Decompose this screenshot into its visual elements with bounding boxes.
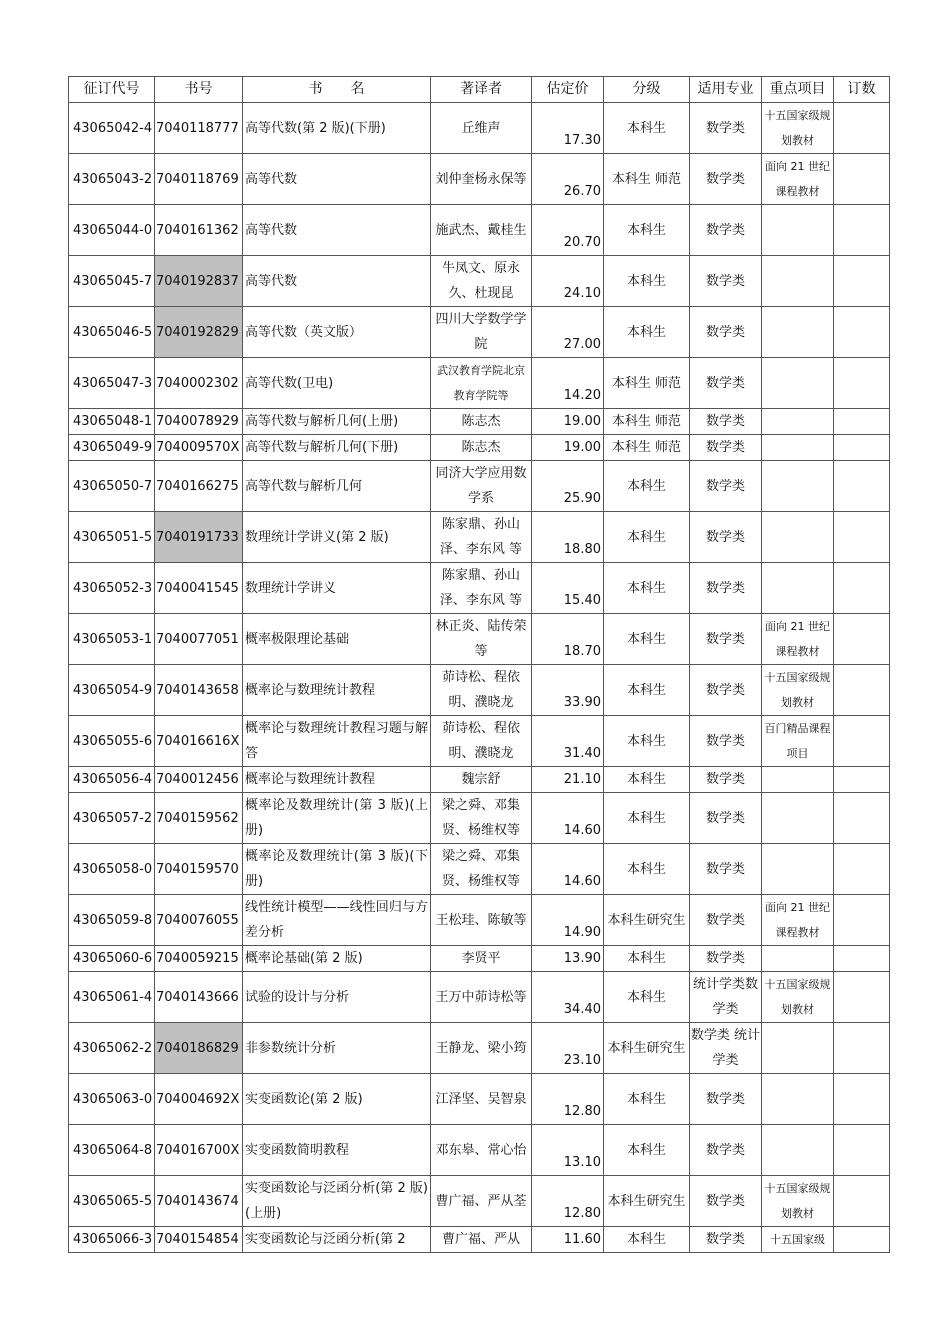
cell-level: 本科生 师范 xyxy=(604,435,690,461)
cell-isbn: 7040059215 xyxy=(155,946,243,972)
table-body xyxy=(69,103,890,1253)
cell-project xyxy=(762,793,834,844)
cell-title: 概率论及数理统计(第 3 版)(上册) xyxy=(243,793,431,844)
cell-project: 面向 21 世纪课程教材 xyxy=(762,154,834,205)
cell-project xyxy=(762,1023,834,1074)
cell-author: 陈家鼎、孙山泽、李东风 等 xyxy=(431,512,532,563)
cell-quantity[interactable] xyxy=(834,435,890,461)
table-row xyxy=(69,205,890,256)
cell-title: 高等代数 xyxy=(243,154,431,205)
cell-level: 本科生 xyxy=(604,767,690,793)
cell-price: 23.10 xyxy=(532,1023,604,1074)
cell-author: 四川大学数学学院 xyxy=(431,307,532,358)
cell-quantity[interactable] xyxy=(834,844,890,895)
cell-author: 陈志杰 xyxy=(431,435,532,461)
cell-project xyxy=(762,512,834,563)
cell-isbn: 704004692X xyxy=(155,1074,243,1125)
cell-title: 高等代数 xyxy=(243,256,431,307)
cell-price: 11.60 xyxy=(532,1227,604,1253)
cell-title: 高等代数(卫电) xyxy=(243,358,431,409)
cell-major: 数学类 xyxy=(690,716,762,767)
cell-title: 概率论与数理统计教程 xyxy=(243,665,431,716)
cell-isbn: 7040118769 xyxy=(155,154,243,205)
table-row xyxy=(69,1023,890,1074)
cell-level: 本科生 xyxy=(604,461,690,512)
cell-quantity[interactable] xyxy=(834,895,890,946)
cell-project: 百门精品课程项目 xyxy=(762,716,834,767)
cell-price: 18.80 xyxy=(532,512,604,563)
cell-author: 陈家鼎、孙山泽、李东风 等 xyxy=(431,563,532,614)
cell-title: 概率论基础(第 2 版) xyxy=(243,946,431,972)
cell-price: 13.10 xyxy=(532,1125,604,1176)
cell-project xyxy=(762,946,834,972)
cell-level: 本科生 xyxy=(604,205,690,256)
cell-quantity[interactable] xyxy=(834,103,890,154)
table-row xyxy=(69,972,890,1023)
cell-level: 本科生 xyxy=(604,665,690,716)
cell-level: 本科生 xyxy=(604,793,690,844)
cell-major: 数学类 xyxy=(690,614,762,665)
cell-title: 高等代数与解析几何(上册) xyxy=(243,409,431,435)
cell-author: 茆诗松、程依明、濮晓龙 xyxy=(431,716,532,767)
table-row xyxy=(69,1074,890,1125)
cell-level: 本科生 xyxy=(604,1227,690,1253)
cell-level: 本科生 师范 xyxy=(604,409,690,435)
cell-level: 本科生 xyxy=(604,614,690,665)
cell-author: 梁之舜、邓集贤、杨维权等 xyxy=(431,793,532,844)
cell-title: 高等代数与解析几何 xyxy=(243,461,431,512)
cell-title: 实变函数简明教程 xyxy=(243,1125,431,1176)
cell-level: 本科生 xyxy=(604,844,690,895)
cell-quantity[interactable] xyxy=(834,154,890,205)
cell-title: 实变函数论(第 2 版) xyxy=(243,1074,431,1125)
cell-quantity[interactable] xyxy=(834,307,890,358)
header-order-code: 征订代号 xyxy=(69,77,155,103)
cell-author: 梁之舜、邓集贤、杨维权等 xyxy=(431,844,532,895)
cell-order-code: 43065058-0 xyxy=(69,844,155,895)
cell-order-code: 43065059-8 xyxy=(69,895,155,946)
cell-isbn: 7040191733 xyxy=(155,512,243,563)
table-row xyxy=(69,358,890,409)
cell-isbn: 7040076055 xyxy=(155,895,243,946)
cell-major: 数学类 xyxy=(690,461,762,512)
cell-order-code: 43065057-2 xyxy=(69,793,155,844)
cell-quantity[interactable] xyxy=(834,1074,890,1125)
cell-price: 33.90 xyxy=(532,665,604,716)
cell-title: 试验的设计与分析 xyxy=(243,972,431,1023)
cell-price: 14.90 xyxy=(532,895,604,946)
cell-project: 十五国家级规划教材 xyxy=(762,103,834,154)
cell-author: 王松珪、陈敏等 xyxy=(431,895,532,946)
cell-isbn: 7040118777 xyxy=(155,103,243,154)
table-row xyxy=(69,1125,890,1176)
cell-title: 数理统计学讲义 xyxy=(243,563,431,614)
cell-author: 丘维声 xyxy=(431,103,532,154)
table-row xyxy=(69,103,890,154)
cell-author: 江泽坚、吴智泉 xyxy=(431,1074,532,1125)
table-row xyxy=(69,946,890,972)
header-project: 重点项目 xyxy=(762,77,834,103)
cell-author: 曹广福、严从 xyxy=(431,1227,532,1253)
cell-project xyxy=(762,1074,834,1125)
cell-price: 14.60 xyxy=(532,793,604,844)
cell-level: 本科生 xyxy=(604,563,690,614)
book-order-table xyxy=(68,76,890,1253)
table-row xyxy=(69,665,890,716)
cell-order-code: 43065066-3 xyxy=(69,1227,155,1253)
cell-title: 概率极限理论基础 xyxy=(243,614,431,665)
cell-price: 12.80 xyxy=(532,1176,604,1227)
cell-title: 高等代数（英文版） xyxy=(243,307,431,358)
cell-project: 面向 21 世纪课程教材 xyxy=(762,614,834,665)
header-quantity: 订数 xyxy=(834,77,890,103)
cell-price: 13.90 xyxy=(532,946,604,972)
cell-major: 数学类 统计学类 xyxy=(690,1023,762,1074)
cell-major: 数学类 xyxy=(690,1227,762,1253)
cell-level: 本科生 师范 xyxy=(604,154,690,205)
cell-order-code: 43065064-8 xyxy=(69,1125,155,1176)
table-row xyxy=(69,1227,890,1253)
cell-author: 曹广福、严从荃 xyxy=(431,1176,532,1227)
cell-isbn: 7040143658 xyxy=(155,665,243,716)
cell-order-code: 43065053-1 xyxy=(69,614,155,665)
cell-isbn: 7040143674 xyxy=(155,1176,243,1227)
cell-author: 牛凤文、原永久、杜现昆 xyxy=(431,256,532,307)
cell-major: 数学类 xyxy=(690,103,762,154)
cell-price: 26.70 xyxy=(532,154,604,205)
table-row xyxy=(69,1176,890,1227)
cell-major: 数学类 xyxy=(690,409,762,435)
cell-order-code: 43065049-9 xyxy=(69,435,155,461)
cell-author: 李贤平 xyxy=(431,946,532,972)
cell-major: 数学类 xyxy=(690,1125,762,1176)
cell-price: 19.00 xyxy=(532,435,604,461)
cell-title: 概率论与数理统计教程 xyxy=(243,767,431,793)
cell-order-code: 43065047-3 xyxy=(69,358,155,409)
cell-title: 实变函数论与泛函分析(第 2 xyxy=(243,1227,431,1253)
cell-author: 茆诗松、程依明、濮晓龙 xyxy=(431,665,532,716)
cell-project xyxy=(762,767,834,793)
cell-price: 34.40 xyxy=(532,972,604,1023)
cell-project xyxy=(762,435,834,461)
cell-major: 统计学类数学类 xyxy=(690,972,762,1023)
table-row xyxy=(69,461,890,512)
cell-order-code: 43065060-6 xyxy=(69,946,155,972)
cell-title: 高等代数 xyxy=(243,205,431,256)
cell-project xyxy=(762,307,834,358)
cell-isbn: 704016700X xyxy=(155,1125,243,1176)
cell-quantity[interactable] xyxy=(834,409,890,435)
cell-order-code: 43065065-5 xyxy=(69,1176,155,1227)
cell-level: 本科生 xyxy=(604,103,690,154)
cell-author: 陈志杰 xyxy=(431,409,532,435)
header-major: 适用专业 xyxy=(690,77,762,103)
cell-major: 数学类 xyxy=(690,844,762,895)
header-price: 估定价 xyxy=(532,77,604,103)
cell-major: 数学类 xyxy=(690,435,762,461)
cell-price: 17.30 xyxy=(532,103,604,154)
cell-isbn: 7040012456 xyxy=(155,767,243,793)
header-level: 分级 xyxy=(604,77,690,103)
cell-level: 本科生研究生 xyxy=(604,1023,690,1074)
cell-level: 本科生 xyxy=(604,256,690,307)
cell-major: 数学类 xyxy=(690,205,762,256)
table-row xyxy=(69,435,890,461)
table-row xyxy=(69,895,890,946)
cell-project: 面向 21 世纪课程教材 xyxy=(762,895,834,946)
cell-quantity[interactable] xyxy=(834,767,890,793)
cell-major: 数学类 xyxy=(690,895,762,946)
header-isbn: 书号 xyxy=(155,77,243,103)
cell-project xyxy=(762,358,834,409)
cell-price: 31.40 xyxy=(532,716,604,767)
cell-isbn: 704016616X xyxy=(155,716,243,767)
cell-project xyxy=(762,256,834,307)
header-title: 书 名 xyxy=(243,77,431,103)
cell-price: 24.10 xyxy=(532,256,604,307)
cell-isbn: 7040077051 xyxy=(155,614,243,665)
cell-level: 本科生研究生 xyxy=(604,895,690,946)
cell-quantity[interactable] xyxy=(834,461,890,512)
table-row xyxy=(69,154,890,205)
cell-order-code: 43065062-2 xyxy=(69,1023,155,1074)
cell-title: 数理统计学讲义(第 2 版) xyxy=(243,512,431,563)
cell-project xyxy=(762,563,834,614)
cell-author: 同济大学应用数学系 xyxy=(431,461,532,512)
cell-order-code: 43065051-5 xyxy=(69,512,155,563)
cell-project: 十五国家级 xyxy=(762,1227,834,1253)
cell-project xyxy=(762,205,834,256)
cell-quantity[interactable] xyxy=(834,358,890,409)
cell-quantity[interactable] xyxy=(834,205,890,256)
cell-isbn: 7040143666 xyxy=(155,972,243,1023)
cell-title: 线性统计模型——线性回归与方差分析 xyxy=(243,895,431,946)
cell-project xyxy=(762,844,834,895)
cell-quantity[interactable] xyxy=(834,716,890,767)
cell-isbn: 704009570X xyxy=(155,435,243,461)
cell-major: 数学类 xyxy=(690,665,762,716)
cell-project: 十五国家级规划教材 xyxy=(762,665,834,716)
cell-price: 14.20 xyxy=(532,358,604,409)
cell-quantity[interactable] xyxy=(834,563,890,614)
cell-isbn: 7040154854 xyxy=(155,1227,243,1253)
cell-price: 27.00 xyxy=(532,307,604,358)
cell-project xyxy=(762,1125,834,1176)
cell-isbn: 7040159562 xyxy=(155,793,243,844)
cell-major: 数学类 xyxy=(690,154,762,205)
cell-author: 王静龙、梁小筠 xyxy=(431,1023,532,1074)
cell-level: 本科生 师范 xyxy=(604,358,690,409)
table-row xyxy=(69,793,890,844)
cell-quantity[interactable] xyxy=(834,256,890,307)
cell-isbn: 7040002302 xyxy=(155,358,243,409)
cell-author: 施武杰、戴桂生 xyxy=(431,205,532,256)
cell-title: 概率论与数理统计教程习题与解答 xyxy=(243,716,431,767)
cell-order-code: 43065056-4 xyxy=(69,767,155,793)
table-row xyxy=(69,563,890,614)
cell-major: 数学类 xyxy=(690,793,762,844)
cell-quantity[interactable] xyxy=(834,512,890,563)
cell-author: 刘仲奎杨永保等 xyxy=(431,154,532,205)
cell-order-code: 43065048-1 xyxy=(69,409,155,435)
cell-quantity[interactable] xyxy=(834,1023,890,1074)
cell-order-code: 43065042-4 xyxy=(69,103,155,154)
cell-project xyxy=(762,461,834,512)
cell-level: 本科生 xyxy=(604,946,690,972)
cell-order-code: 43065055-6 xyxy=(69,716,155,767)
cell-level: 本科生 xyxy=(604,512,690,563)
table-row xyxy=(69,512,890,563)
cell-order-code: 43065045-7 xyxy=(69,256,155,307)
cell-order-code: 43065043-2 xyxy=(69,154,155,205)
table-row xyxy=(69,307,890,358)
cell-author: 邓东皋、常心怡 xyxy=(431,1125,532,1176)
cell-isbn: 7040161362 xyxy=(155,205,243,256)
cell-isbn: 7040186829 xyxy=(155,1023,243,1074)
cell-quantity[interactable] xyxy=(834,1176,890,1227)
cell-price: 20.70 xyxy=(532,205,604,256)
cell-quantity[interactable] xyxy=(834,972,890,1023)
cell-project: 十五国家级规划教材 xyxy=(762,1176,834,1227)
cell-title: 高等代数(第 2 版)(下册) xyxy=(243,103,431,154)
table-row xyxy=(69,409,890,435)
table-row xyxy=(69,256,890,307)
cell-project xyxy=(762,409,834,435)
cell-major: 数学类 xyxy=(690,1176,762,1227)
table-row xyxy=(69,844,890,895)
cell-title: 概率论及数理统计(第 3 版)(下册) xyxy=(243,844,431,895)
cell-isbn: 7040192829 xyxy=(155,307,243,358)
cell-major: 数学类 xyxy=(690,512,762,563)
cell-author: 林正炎、陆传荣等 xyxy=(431,614,532,665)
cell-quantity[interactable] xyxy=(834,1227,890,1253)
cell-order-code: 43065054-9 xyxy=(69,665,155,716)
cell-quantity[interactable] xyxy=(834,665,890,716)
cell-isbn: 7040041545 xyxy=(155,563,243,614)
cell-major: 数学类 xyxy=(690,767,762,793)
cell-quantity[interactable] xyxy=(834,793,890,844)
cell-price: 12.80 xyxy=(532,1074,604,1125)
cell-price: 18.70 xyxy=(532,614,604,665)
cell-quantity[interactable] xyxy=(834,946,890,972)
cell-price: 19.00 xyxy=(532,409,604,435)
cell-price: 21.10 xyxy=(532,767,604,793)
cell-order-code: 43065061-4 xyxy=(69,972,155,1023)
cell-level: 本科生 xyxy=(604,1074,690,1125)
cell-isbn: 7040166275 xyxy=(155,461,243,512)
cell-isbn: 7040192837 xyxy=(155,256,243,307)
cell-major: 数学类 xyxy=(690,946,762,972)
cell-order-code: 43065044-0 xyxy=(69,205,155,256)
table-row xyxy=(69,767,890,793)
cell-quantity[interactable] xyxy=(834,1125,890,1176)
cell-level: 本科生 xyxy=(604,1125,690,1176)
table-header-row xyxy=(69,77,890,103)
cell-isbn: 7040078929 xyxy=(155,409,243,435)
header-author: 著译者 xyxy=(431,77,532,103)
cell-major: 数学类 xyxy=(690,563,762,614)
cell-price: 25.90 xyxy=(532,461,604,512)
cell-order-code: 43065063-0 xyxy=(69,1074,155,1125)
cell-title: 高等代数与解析几何(下册) xyxy=(243,435,431,461)
cell-major: 数学类 xyxy=(690,307,762,358)
cell-title: 非参数统计分析 xyxy=(243,1023,431,1074)
cell-level: 本科生 xyxy=(604,307,690,358)
cell-major: 数学类 xyxy=(690,358,762,409)
cell-level: 本科生研究生 xyxy=(604,1176,690,1227)
cell-order-code: 43065046-5 xyxy=(69,307,155,358)
table-row xyxy=(69,716,890,767)
cell-price: 14.60 xyxy=(532,844,604,895)
cell-level: 本科生 xyxy=(604,716,690,767)
cell-project: 十五国家级规划教材 xyxy=(762,972,834,1023)
cell-level: 本科生 xyxy=(604,972,690,1023)
cell-author: 王万中茆诗松等 xyxy=(431,972,532,1023)
cell-major: 数学类 xyxy=(690,1074,762,1125)
cell-order-code: 43065050-7 xyxy=(69,461,155,512)
cell-isbn: 7040159570 xyxy=(155,844,243,895)
table-row xyxy=(69,614,890,665)
cell-author: 魏宗舒 xyxy=(431,767,532,793)
cell-order-code: 43065052-3 xyxy=(69,563,155,614)
cell-price: 15.40 xyxy=(532,563,604,614)
cell-major: 数学类 xyxy=(690,256,762,307)
cell-author: 武汉教育学院北京教育学院等 xyxy=(431,358,532,409)
cell-quantity[interactable] xyxy=(834,614,890,665)
cell-title: 实变函数论与泛函分析(第 2 版)(上册) xyxy=(243,1176,431,1227)
